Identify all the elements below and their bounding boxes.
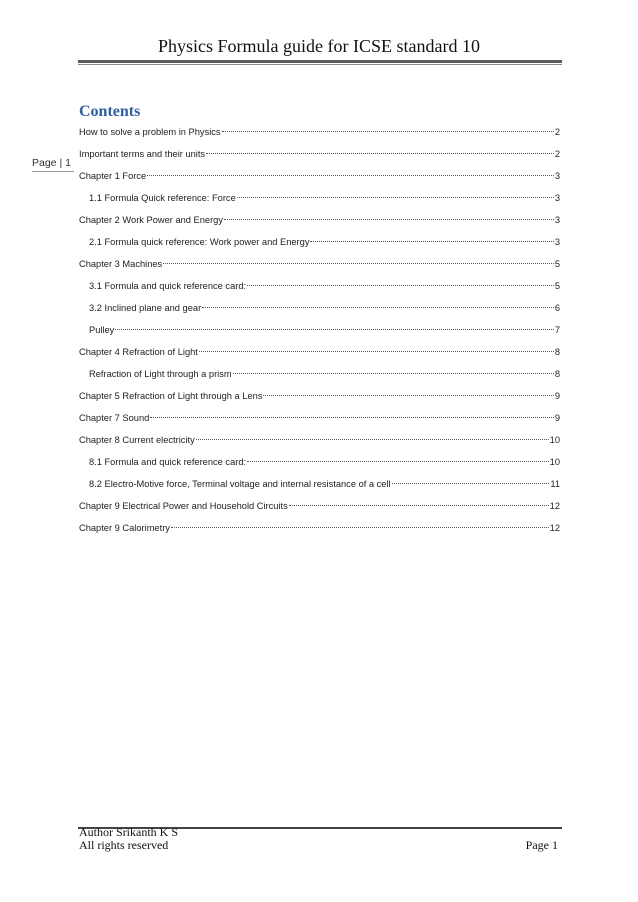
toc-entry-page[interactable]: 12 (549, 501, 560, 511)
toc-entry[interactable] (79, 188, 560, 210)
toc-entry-page[interactable]: 2 (554, 127, 560, 137)
toc-entry[interactable] (79, 166, 560, 188)
toc-entry-title[interactable]: Important terms and their units (79, 149, 206, 159)
toc-dot-leader (247, 451, 549, 462)
contents-heading: Contents (79, 103, 141, 120)
header-rule-thin (78, 64, 562, 65)
toc-entry-page[interactable]: 8 (554, 347, 560, 357)
toc-entry[interactable] (79, 254, 560, 276)
toc-entry[interactable] (79, 320, 560, 342)
toc-entry-title[interactable]: Chapter 4 Refraction of Light (79, 347, 198, 357)
toc-dot-leader (392, 473, 550, 484)
toc-entry[interactable] (79, 122, 560, 144)
toc-dot-leader (150, 407, 554, 418)
toc-entry[interactable] (79, 386, 560, 408)
toc-entry[interactable] (79, 496, 560, 518)
toc-dot-leader (206, 143, 554, 154)
toc-entry-page[interactable]: 5 (554, 259, 560, 269)
toc-entry-title[interactable]: Pulley (89, 325, 115, 335)
footer-rights: All rights reserved (79, 838, 169, 852)
toc-dot-leader (115, 319, 554, 330)
toc-entry-title[interactable]: Chapter 2 Work Power and Energy (79, 215, 224, 225)
toc-entry[interactable] (79, 144, 560, 166)
margin-page-label-rule (32, 171, 74, 172)
toc-entry-page[interactable]: 2 (554, 149, 560, 159)
toc-dot-leader (263, 385, 553, 396)
toc-entry-title[interactable]: 2.1 Formula quick reference: Work power and Energy (89, 237, 310, 247)
toc-entry-page[interactable]: 10 (549, 435, 560, 445)
toc-entry-page[interactable]: 3 (554, 193, 560, 203)
footer-page-number: Page 1 (525, 838, 558, 852)
margin-page-label: Page | 1 (32, 157, 71, 169)
toc-dot-leader (224, 209, 554, 220)
toc-entry-title[interactable]: 3.1 Formula and quick reference card: (89, 281, 247, 291)
toc-entry-title[interactable]: Chapter 3 Machines (79, 259, 163, 269)
toc-entry-title[interactable]: 1.1 Formula Quick reference: Force (89, 193, 236, 203)
toc-dot-leader (222, 121, 554, 132)
toc-entry[interactable] (79, 452, 560, 474)
toc-entry-title[interactable]: Chapter 8 Current electricity (79, 435, 195, 445)
toc-entry[interactable] (79, 518, 560, 540)
toc-entry-page[interactable]: 9 (554, 413, 560, 423)
toc-entry-page[interactable]: 11 (550, 479, 560, 489)
toc-entry-page[interactable]: 10 (549, 457, 560, 467)
toc-entry-title[interactable]: Chapter 7 Sound (79, 413, 150, 423)
toc-dot-leader (196, 429, 549, 440)
toc-dot-leader (310, 231, 553, 242)
toc-dot-leader (147, 165, 554, 176)
toc-entry[interactable] (79, 430, 560, 452)
toc-dot-leader (171, 517, 549, 528)
toc-dot-leader (247, 275, 554, 286)
toc-entry[interactable] (79, 364, 560, 386)
table-of-contents (79, 122, 560, 540)
toc-entry-page[interactable]: 12 (549, 523, 560, 533)
toc-entry-page[interactable]: 3 (554, 237, 560, 247)
toc-entry[interactable] (79, 298, 560, 320)
footer-author: Author Srikanth K S (79, 825, 178, 839)
toc-entry[interactable] (79, 276, 560, 298)
toc-dot-leader (233, 363, 554, 374)
toc-dot-leader (163, 253, 554, 264)
toc-entry[interactable] (79, 474, 560, 496)
toc-entry-page[interactable]: 8 (554, 369, 560, 379)
page-header-title: Physics Formula guide for ICSE standard 10 (158, 36, 480, 56)
toc-entry-title[interactable]: 8.2 Electro-Motive force, Terminal voltage and internal resistance of a cell (89, 479, 391, 489)
toc-dot-leader (237, 187, 554, 198)
toc-entry[interactable] (79, 342, 560, 364)
toc-entry-title[interactable]: 8.1 Formula and quick reference card: (89, 457, 247, 467)
toc-entry-page[interactable]: 3 (554, 215, 560, 225)
toc-dot-leader (199, 341, 554, 352)
toc-entry-page[interactable]: 3 (554, 171, 560, 181)
toc-entry-title[interactable]: Chapter 9 Electrical Power and Household Circuits (79, 501, 288, 511)
toc-entry-title[interactable]: Chapter 1 Force (79, 171, 147, 181)
toc-entry-title[interactable]: Chapter 9 Calorimetry (79, 523, 170, 533)
toc-entry-page[interactable]: 9 (554, 391, 560, 401)
toc-entry-page[interactable]: 5 (554, 281, 560, 291)
toc-entry-page[interactable]: 6 (554, 303, 560, 313)
toc-entry-title[interactable]: Refraction of Light through a prism (89, 369, 232, 379)
header-rule-thick (78, 60, 562, 63)
toc-entry[interactable] (79, 232, 560, 254)
toc-entry[interactable] (79, 210, 560, 232)
toc-entry-title[interactable]: How to solve a problem in Physics (79, 127, 221, 137)
toc-entry-page[interactable]: 7 (554, 325, 560, 335)
toc-dot-leader (289, 495, 549, 506)
toc-dot-leader (202, 297, 554, 308)
toc-entry[interactable] (79, 408, 560, 430)
toc-entry-title[interactable]: 3.2 Inclined plane and gear (89, 303, 202, 313)
toc-entry-title[interactable]: Chapter 5 Refraction of Light through a Lens (79, 391, 263, 401)
